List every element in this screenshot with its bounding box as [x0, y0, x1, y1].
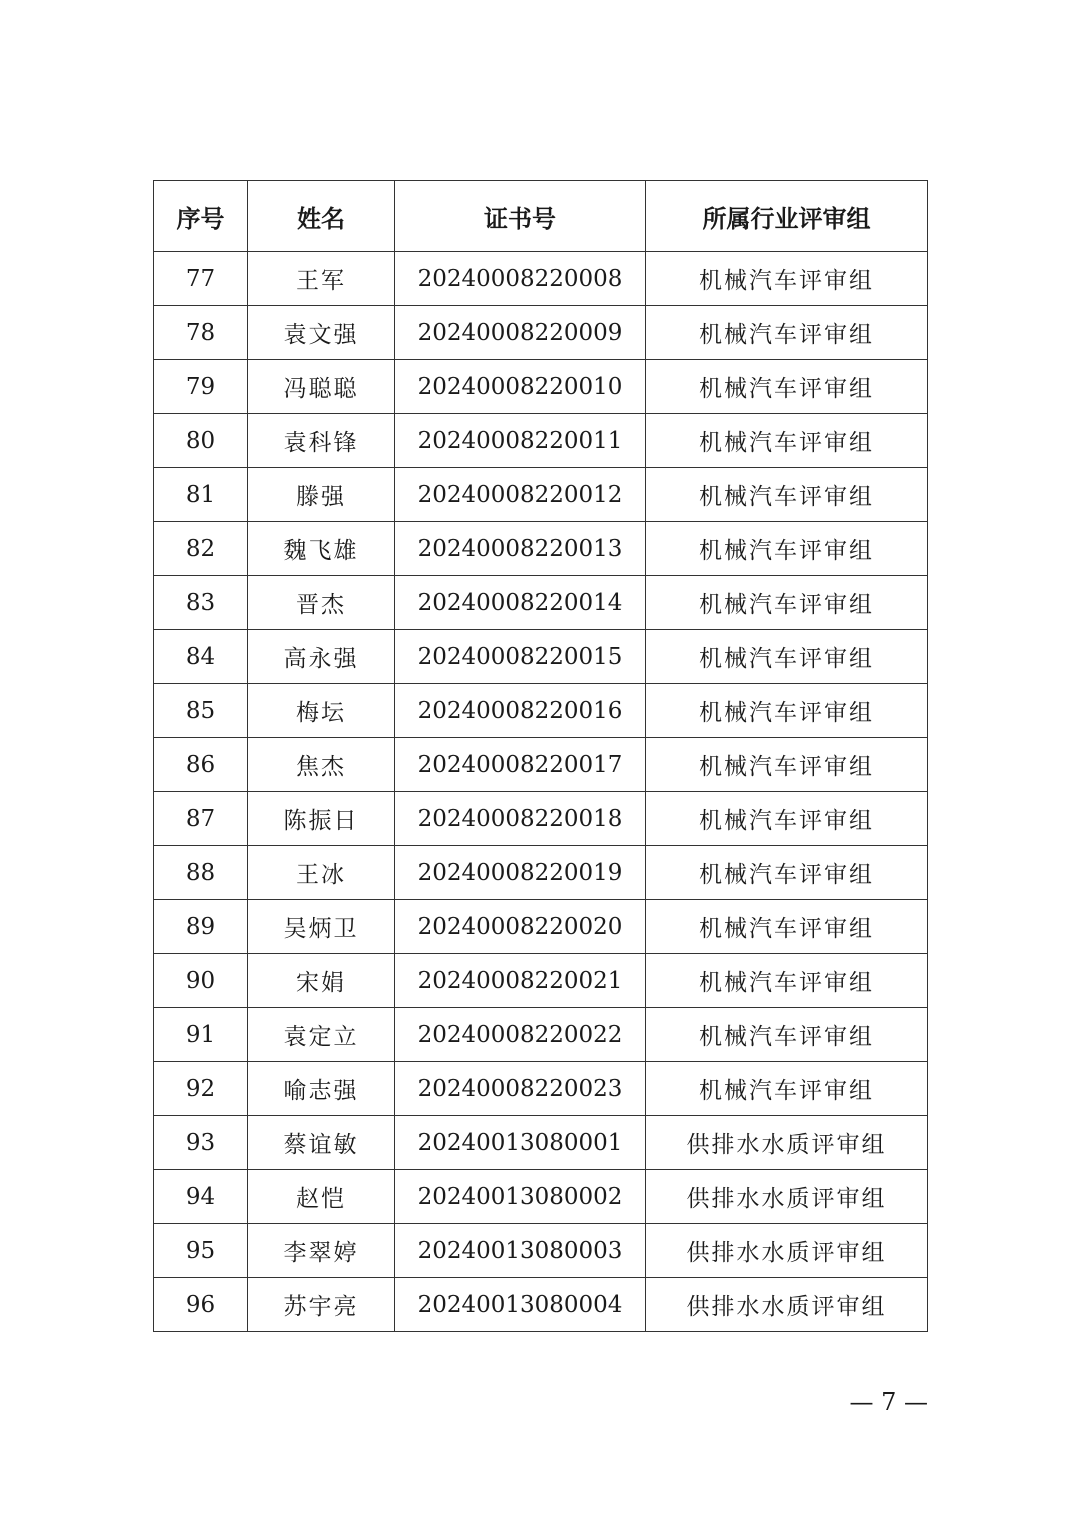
cell-cert: 20240013080002	[395, 1170, 646, 1224]
cell-cert: 20240008220013	[395, 522, 646, 576]
cell-cert: 20240013080001	[395, 1116, 646, 1170]
cell-seq: 79	[154, 360, 248, 414]
cell-group: 机械汽车评审组	[646, 576, 928, 630]
cell-name: 袁定立	[248, 1008, 395, 1062]
cell-cert: 20240008220019	[395, 846, 646, 900]
cell-cert: 20240008220022	[395, 1008, 646, 1062]
cell-group: 机械汽车评审组	[646, 252, 928, 306]
cell-group: 机械汽车评审组	[646, 468, 928, 522]
cell-seq: 86	[154, 738, 248, 792]
cell-group: 供排水水质评审组	[646, 1170, 928, 1224]
table-row	[154, 630, 928, 684]
cell-name: 魏飞雄	[248, 522, 395, 576]
cell-seq: 88	[154, 846, 248, 900]
cell-group: 机械汽车评审组	[646, 738, 928, 792]
cell-name: 苏宇亮	[248, 1278, 395, 1332]
header-row	[154, 181, 928, 252]
table-row	[154, 252, 928, 306]
cell-name: 高永强	[248, 630, 395, 684]
cell-seq: 81	[154, 468, 248, 522]
table-row	[154, 414, 928, 468]
cell-cert: 20240013080004	[395, 1278, 646, 1332]
cell-name: 赵恺	[248, 1170, 395, 1224]
header-group: 所属行业评审组	[646, 181, 928, 252]
header-seq: 序号	[154, 181, 248, 252]
cell-seq: 90	[154, 954, 248, 1008]
cell-name: 袁科锋	[248, 414, 395, 468]
table-row	[154, 1224, 928, 1278]
table-row	[154, 738, 928, 792]
table-row	[154, 522, 928, 576]
cell-seq: 78	[154, 306, 248, 360]
cell-name: 冯聪聪	[248, 360, 395, 414]
cell-cert: 20240013080003	[395, 1224, 646, 1278]
table-body	[154, 252, 928, 1332]
cell-cert: 20240008220012	[395, 468, 646, 522]
cell-cert: 20240008220020	[395, 900, 646, 954]
cell-group: 机械汽车评审组	[646, 684, 928, 738]
cell-cert: 20240008220023	[395, 1062, 646, 1116]
cell-cert: 20240008220008	[395, 252, 646, 306]
cell-name: 李翠婷	[248, 1224, 395, 1278]
cell-name: 喻志强	[248, 1062, 395, 1116]
table-row	[154, 468, 928, 522]
cell-name: 吴炳卫	[248, 900, 395, 954]
cell-cert: 20240008220018	[395, 792, 646, 846]
cell-group: 机械汽车评审组	[646, 900, 928, 954]
table-header	[154, 181, 928, 252]
cell-group: 机械汽车评审组	[646, 360, 928, 414]
table-row	[154, 306, 928, 360]
cell-seq: 91	[154, 1008, 248, 1062]
cell-group: 机械汽车评审组	[646, 792, 928, 846]
table-row	[154, 900, 928, 954]
certificate-table	[153, 180, 928, 1332]
page-number: — 7 —	[849, 1388, 928, 1416]
cell-seq: 93	[154, 1116, 248, 1170]
cell-group: 机械汽车评审组	[646, 1008, 928, 1062]
cell-group: 机械汽车评审组	[646, 414, 928, 468]
cell-seq: 77	[154, 252, 248, 306]
cell-group: 供排水水质评审组	[646, 1116, 928, 1170]
table-row	[154, 792, 928, 846]
cell-group: 机械汽车评审组	[646, 954, 928, 1008]
cell-cert: 20240008220014	[395, 576, 646, 630]
cell-group: 机械汽车评审组	[646, 630, 928, 684]
cell-name: 陈振日	[248, 792, 395, 846]
cell-cert: 20240008220017	[395, 738, 646, 792]
header-name: 姓名	[248, 181, 395, 252]
cell-group: 供排水水质评审组	[646, 1224, 928, 1278]
header-cert: 证书号	[395, 181, 646, 252]
cell-seq: 94	[154, 1170, 248, 1224]
cell-name: 梅坛	[248, 684, 395, 738]
cell-name: 晋杰	[248, 576, 395, 630]
table-row	[154, 1008, 928, 1062]
cell-name: 袁文强	[248, 306, 395, 360]
cell-cert: 20240008220021	[395, 954, 646, 1008]
cell-cert: 20240008220009	[395, 306, 646, 360]
cell-cert: 20240008220015	[395, 630, 646, 684]
cell-group: 机械汽车评审组	[646, 846, 928, 900]
table-row	[154, 954, 928, 1008]
table-row	[154, 360, 928, 414]
cell-seq: 83	[154, 576, 248, 630]
cell-seq: 95	[154, 1224, 248, 1278]
table-row	[154, 846, 928, 900]
cell-group: 机械汽车评审组	[646, 306, 928, 360]
cell-name: 王军	[248, 252, 395, 306]
cell-group: 机械汽车评审组	[646, 1062, 928, 1116]
cell-cert: 20240008220011	[395, 414, 646, 468]
cell-seq: 80	[154, 414, 248, 468]
cell-name: 王冰	[248, 846, 395, 900]
table-row	[154, 684, 928, 738]
table-row	[154, 576, 928, 630]
cell-name: 滕强	[248, 468, 395, 522]
table-row	[154, 1062, 928, 1116]
cell-seq: 92	[154, 1062, 248, 1116]
cell-group: 供排水水质评审组	[646, 1278, 928, 1332]
cell-name: 宋娟	[248, 954, 395, 1008]
cell-seq: 85	[154, 684, 248, 738]
cell-seq: 84	[154, 630, 248, 684]
table-row	[154, 1170, 928, 1224]
table-row	[154, 1278, 928, 1332]
cell-cert: 20240008220016	[395, 684, 646, 738]
cell-group: 机械汽车评审组	[646, 522, 928, 576]
cell-seq: 96	[154, 1278, 248, 1332]
cell-name: 蔡谊敏	[248, 1116, 395, 1170]
cell-name: 焦杰	[248, 738, 395, 792]
cell-seq: 87	[154, 792, 248, 846]
table-row	[154, 1116, 928, 1170]
cell-seq: 89	[154, 900, 248, 954]
cell-cert: 20240008220010	[395, 360, 646, 414]
cell-seq: 82	[154, 522, 248, 576]
